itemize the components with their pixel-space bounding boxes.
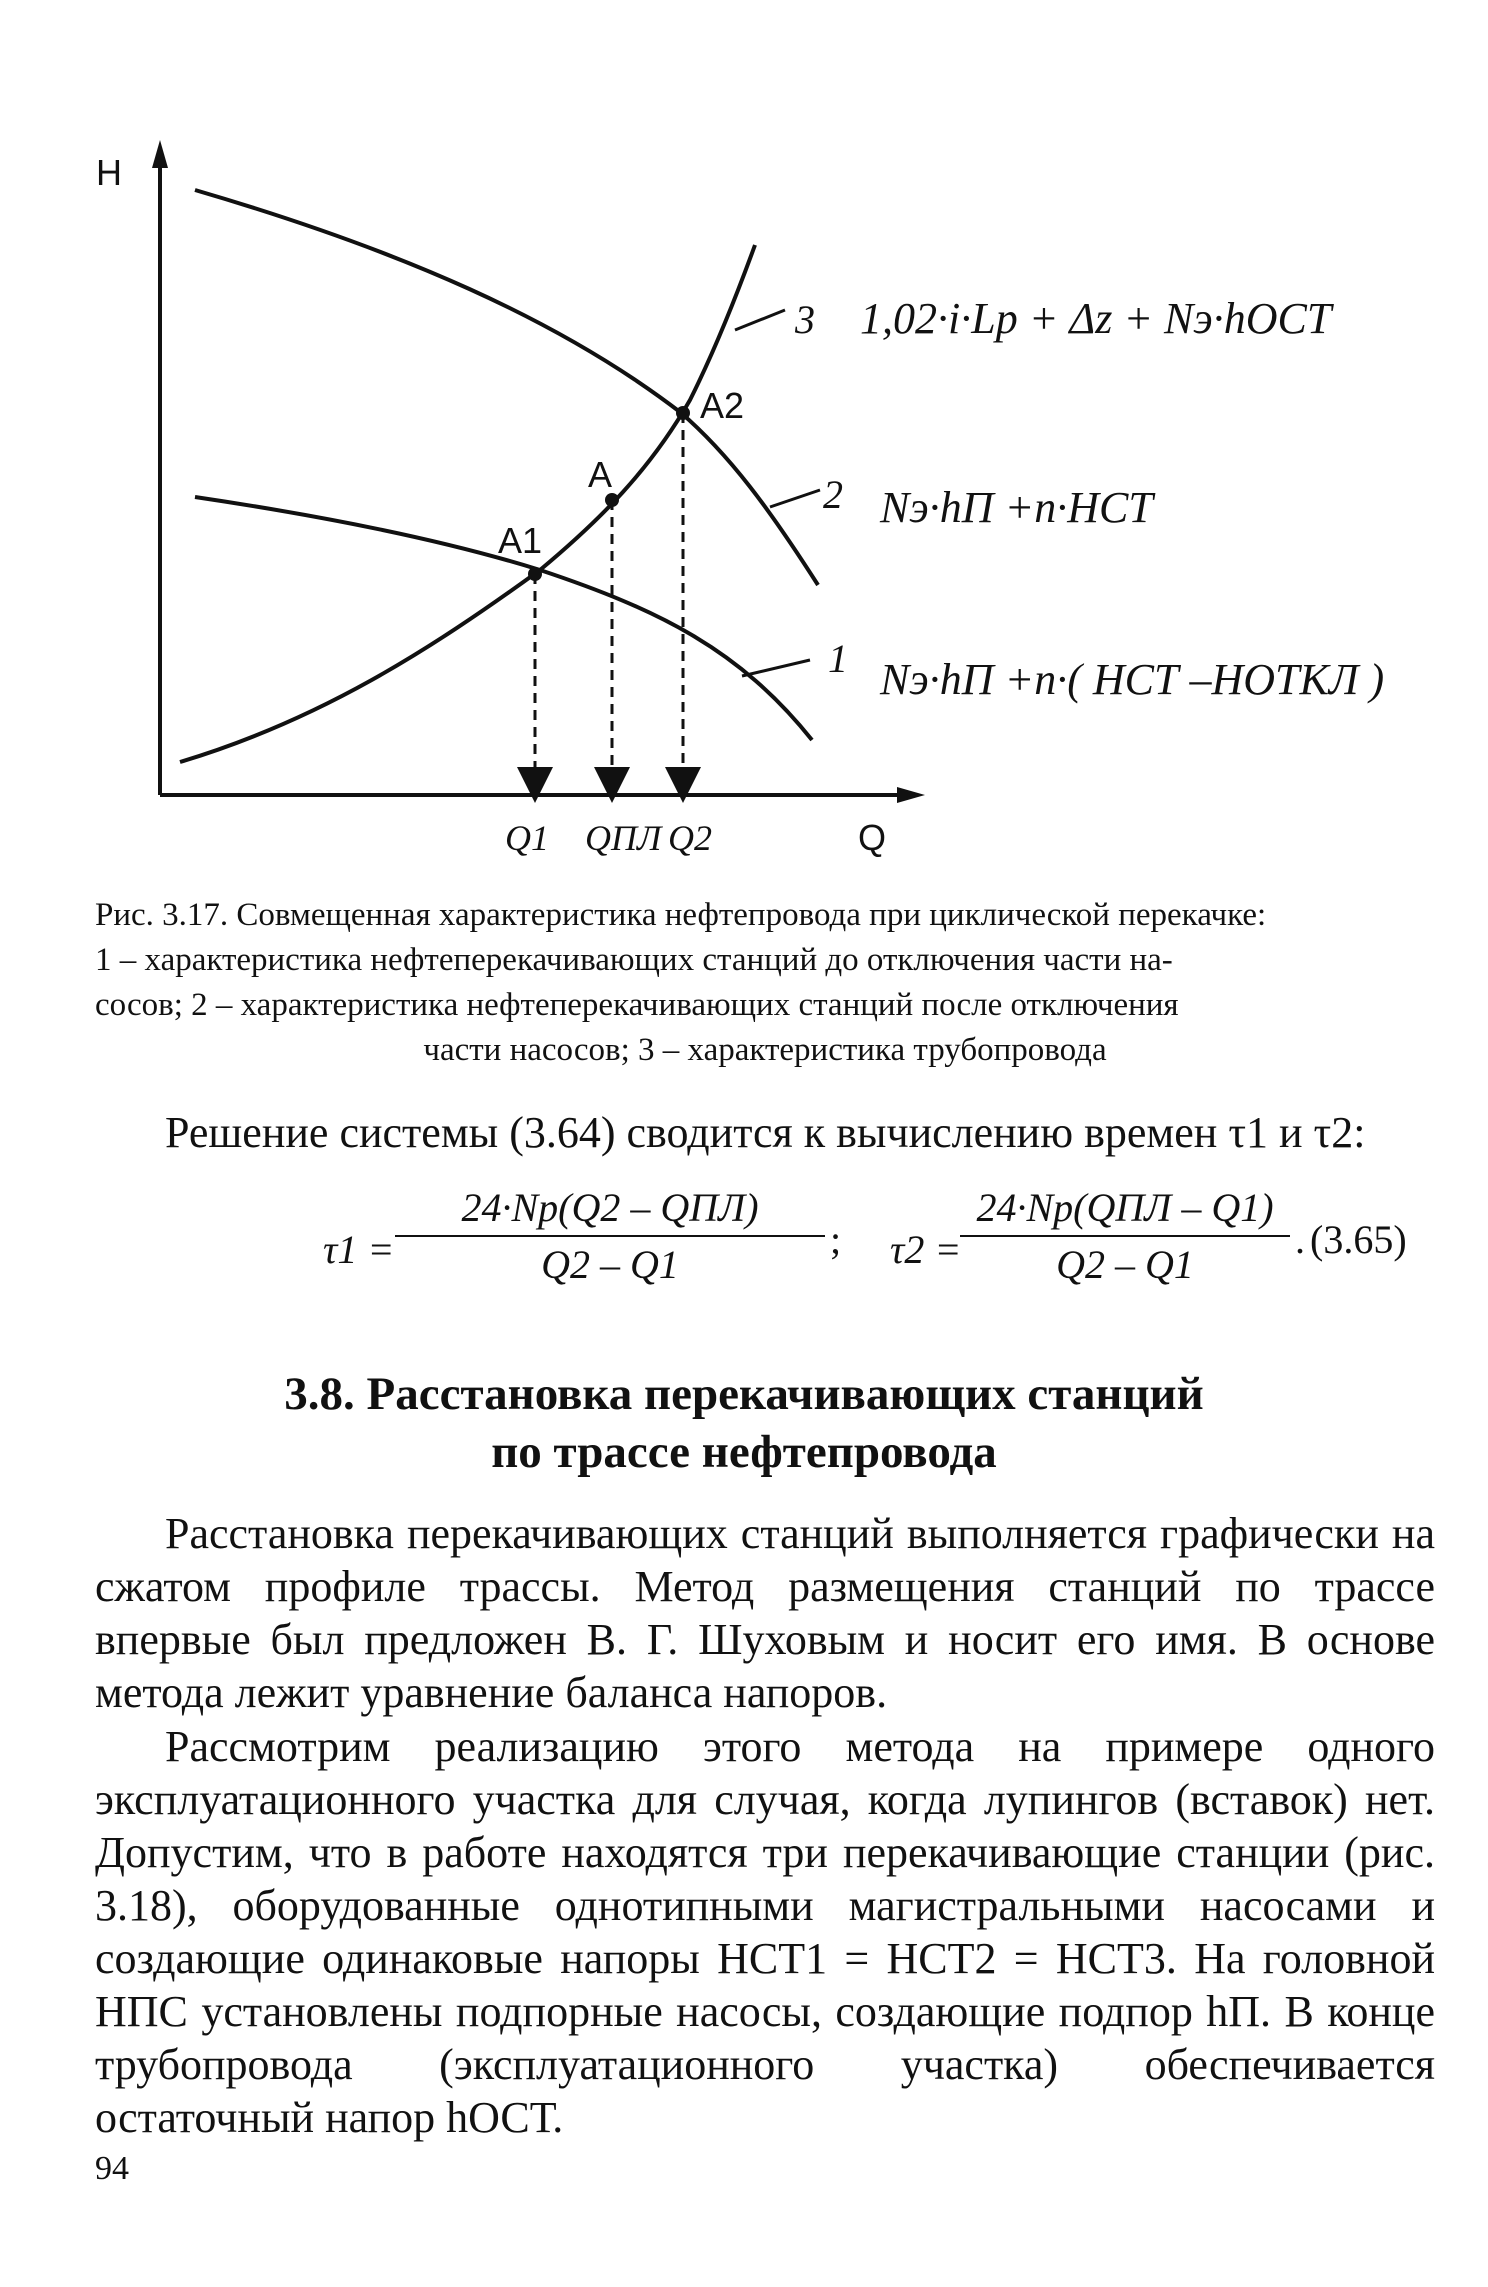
y-axis-arrow-icon	[152, 140, 168, 168]
section-heading	[0, 1365, 1488, 1481]
tau2-lhs: τ2 =	[890, 1227, 962, 1272]
point-a1-label: A1	[498, 520, 543, 561]
heading-line-1: 3.8. Расстановка перекачивающих станций	[284, 1368, 1204, 1420]
fraction-bar	[395, 1235, 825, 1237]
page-number: 94	[95, 2150, 129, 2187]
intro-text: Решение системы (3.64) сводится к вычислению времен τ1 и τ2:	[165, 1108, 1366, 1157]
point-a-label: A	[588, 454, 613, 495]
tau1-numerator: 24·Nр(Q2 – QПЛ)	[461, 1185, 759, 1230]
x-axis-arrow-icon	[897, 787, 925, 803]
paragraph-1: Расстановка перекачивающих станций выполняется графически на сжатом профиле трассы. Метод размещения станций по трассе впервые был предложен В. Г. Шуховым и носит его имя. В основе метода лежит уравнение баланса напоров.	[95, 1509, 1435, 1717]
curve-1-number: 1	[828, 636, 848, 681]
tick-q2: Q2	[668, 818, 712, 858]
curve-3-leader	[735, 310, 785, 330]
tau1-lhs: τ1 =	[323, 1227, 395, 1272]
curve-2-formula: Nэ·hП +n·HСТ	[880, 483, 1153, 532]
caption-line-1: Рис. 3.17. Совмещенная характеристика нефтепровода при циклической перекачке:	[95, 897, 1267, 933]
equation-separator: ;	[830, 1217, 842, 1262]
tau2-numerator: 24·Nр(QПЛ – Q1)	[976, 1185, 1274, 1230]
tau2-denominator: Q2 – Q1	[1056, 1242, 1194, 1287]
curve-2-leader	[770, 490, 820, 507]
tau2-fraction	[960, 1184, 1290, 1288]
curve-2-number: 2	[823, 472, 843, 517]
curve-1-formula: Nэ·hП +n·( HСТ –HОТКЛ )	[880, 655, 1385, 704]
tick-qpl: QПЛ	[585, 818, 662, 858]
paragraph-2: Рассмотрим реализацию этого метода на примере одного эксплуатационного участка для случая, когда лупингов (вставок) нет. Допустим, что в работе находятся три перекачивающие станции (рис. 3.18), оборудованные однотипными магистральными насосами и создающие одинаковые напоры HСТ1 = HСТ2 = HСТ3. На головной НПС установлены подпорные насосы, создающие подпор hП. В конце трубопровода (эксплуатационного участка) обеспечивается остаточный напор hОСТ.	[95, 1722, 1435, 2142]
x-axis-label: Q	[858, 817, 887, 858]
point-a2-label: A2	[700, 385, 745, 426]
tick-q1: Q1	[505, 818, 549, 858]
tau1-denominator: Q2 – Q1	[541, 1242, 679, 1287]
curve-1-leader	[742, 660, 810, 676]
curve-3-formula: 1,02·i·Lр + Δz + Nэ·hОСТ	[860, 294, 1332, 343]
fraction-bar	[960, 1235, 1290, 1237]
curve-3-number: 3	[795, 297, 815, 342]
heading-line-2: по трассе нефтепровода	[491, 1426, 997, 1478]
figure-caption	[95, 893, 1435, 1073]
equation-number: (3.65)	[1310, 1217, 1407, 1262]
tau1-fraction	[395, 1184, 825, 1288]
equation-3-65	[95, 1176, 1435, 1306]
curve-3	[180, 245, 755, 762]
equation-end: .	[1295, 1217, 1305, 1262]
y-axis-label: H	[96, 152, 122, 193]
caption-line-2: 1 – характеристика нефтеперекачивающих станций до отключения части на-	[95, 942, 1173, 978]
caption-line-3: сосов; 2 – характеристика нефтеперекачивающих станций после отключения	[95, 987, 1179, 1023]
caption-line-4: части насосов; 3 – характеристика трубопровода	[423, 1032, 1107, 1068]
figure-3-17	[0, 0, 1488, 900]
